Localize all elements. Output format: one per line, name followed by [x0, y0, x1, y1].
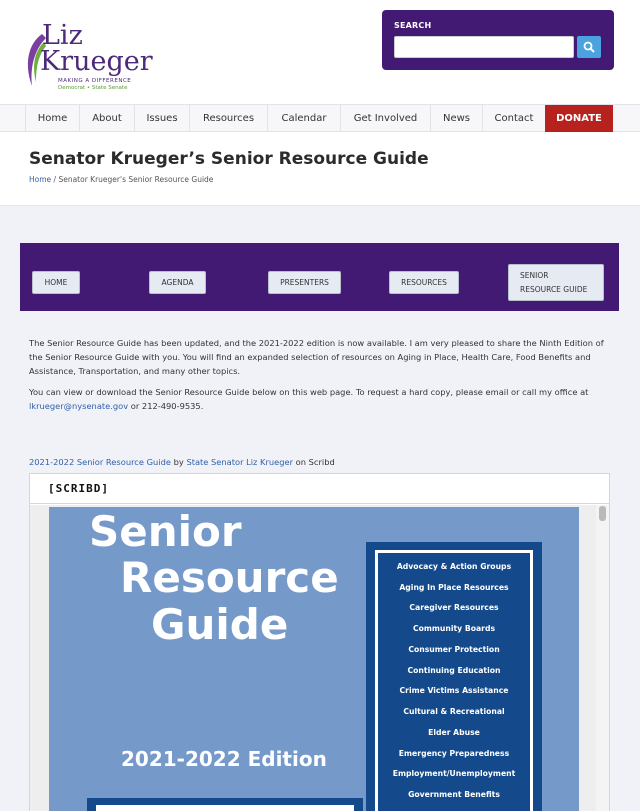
author-link[interactable]: State Senator Liz Krueger: [186, 457, 294, 467]
cover-title-line3: Guide: [151, 600, 289, 649]
cover-bottom-box: [87, 798, 363, 811]
nav-news[interactable]: News: [430, 105, 482, 132]
nav-get-involved[interactable]: Get Involved: [340, 105, 430, 132]
donate-button[interactable]: DONATE: [545, 105, 613, 132]
attribution-by: by: [170, 457, 187, 467]
nav-home[interactable]: Home: [25, 105, 79, 132]
nav-contact[interactable]: Contact: [482, 105, 545, 132]
toc-item: Elder Abuse: [428, 728, 480, 737]
cover-edition: 2021-2022 Edition: [121, 747, 327, 771]
cover-title-line1: Senior: [89, 507, 242, 556]
cover-title-line2: Resource: [120, 553, 339, 602]
site-header: [0, 0, 640, 104]
breadcrumb-separator: /: [51, 175, 59, 184]
subnav-presenters-button[interactable]: PRESENTERS: [268, 271, 341, 294]
breadcrumb-current: Senator Krueger's Senior Resource Guide: [58, 175, 214, 184]
document-link[interactable]: 2021-2022 Senior Resource Guide: [29, 457, 171, 467]
cover-bottom-box-inner: [96, 805, 354, 811]
toc-item: Employment/Unemployment: [392, 769, 516, 778]
toc-item: Government Benefits: [408, 790, 500, 799]
section-subnav: [20, 243, 619, 311]
subnav-senior-resource-guide-button[interactable]: [508, 264, 604, 301]
search-button[interactable]: [577, 36, 601, 58]
toc-item: Caregiver Resources: [409, 603, 499, 612]
request-paragraph: [29, 385, 612, 413]
toc-item: Cultural & Recreational: [403, 707, 505, 716]
attribution-on-scribd: on Scribd: [293, 457, 335, 467]
toc-item: Consumer Protection: [408, 645, 500, 654]
toc-item: Crime Victims Assistance: [399, 686, 509, 695]
scribd-header: [30, 474, 609, 504]
request-text: You can view or download the Senior Resource Guide below on this web page. To request a hard copy, please email or call my office at: [29, 387, 589, 397]
intro-paragraph: The Senior Resource Guide has been updated, and the 2021-2022 edition is now available. I am very pleased to share the Ninth Edition of the Senior Resource Guide with you. You will find an expanded selection of resources on Aging in Place, Health Care, Food Benefits and Assistance, Transportation, and many other topics.: [29, 338, 604, 376]
subnav-resources-button[interactable]: RESOURCES: [389, 271, 459, 294]
subnav-srg-line1: SENIOR: [520, 271, 549, 280]
nav-about[interactable]: About: [79, 105, 134, 132]
scribd-attribution: [29, 457, 335, 467]
search-input[interactable]: [394, 36, 574, 58]
toc-item: Emergency Preparedness: [398, 749, 510, 758]
page-title: Senator Krueger’s Senior Resource Guide: [29, 149, 429, 169]
search-label: SEARCH: [394, 21, 432, 30]
request-phone-text: or 212-490-9535.: [128, 401, 204, 411]
toc-item: Continuing Education: [407, 666, 501, 675]
logo-subtagline: Democrat • State Senate: [58, 85, 128, 91]
logo-tagline: MAKING A DIFFERENCE: [58, 78, 132, 84]
document-cover-page: [49, 507, 579, 811]
subnav-agenda-button[interactable]: AGENDA: [149, 271, 206, 294]
subnav-srg-line2: RESOURCE GUIDE: [520, 285, 588, 294]
scribd-logo[interactable]: [SCRIBD]: [48, 482, 109, 495]
nav-issues[interactable]: Issues: [134, 105, 189, 132]
scribd-viewer[interactable]: [30, 505, 609, 811]
scrollbar-thumb[interactable]: [599, 506, 606, 521]
email-link[interactable]: lkrueger@nysenate.gov: [29, 401, 129, 411]
nav-resources[interactable]: Resources: [189, 105, 267, 132]
toc-item: Advocacy & Action Groups: [396, 562, 512, 571]
cover-toc-list: [375, 550, 533, 811]
toc-item: Aging In Place Resources: [399, 583, 509, 592]
logo-name-last: Krueger: [40, 46, 153, 77]
viewer-scrollbar[interactable]: [596, 505, 609, 811]
toc-item: Community Boards: [412, 624, 496, 633]
cover-toc-panel: [366, 542, 542, 811]
search-icon: [583, 41, 595, 53]
logo-name-first: Liz: [42, 20, 83, 51]
subnav-home-button[interactable]: HOME: [32, 271, 80, 294]
breadcrumb: [29, 175, 213, 184]
breadcrumb-home-link[interactable]: Home: [29, 175, 52, 184]
main-nav: [0, 104, 640, 132]
page-title-bar: [0, 132, 640, 206]
site-logo[interactable]: [24, 22, 184, 97]
scribd-embed[interactable]: [29, 473, 610, 811]
nav-calendar[interactable]: Calendar: [267, 105, 340, 132]
